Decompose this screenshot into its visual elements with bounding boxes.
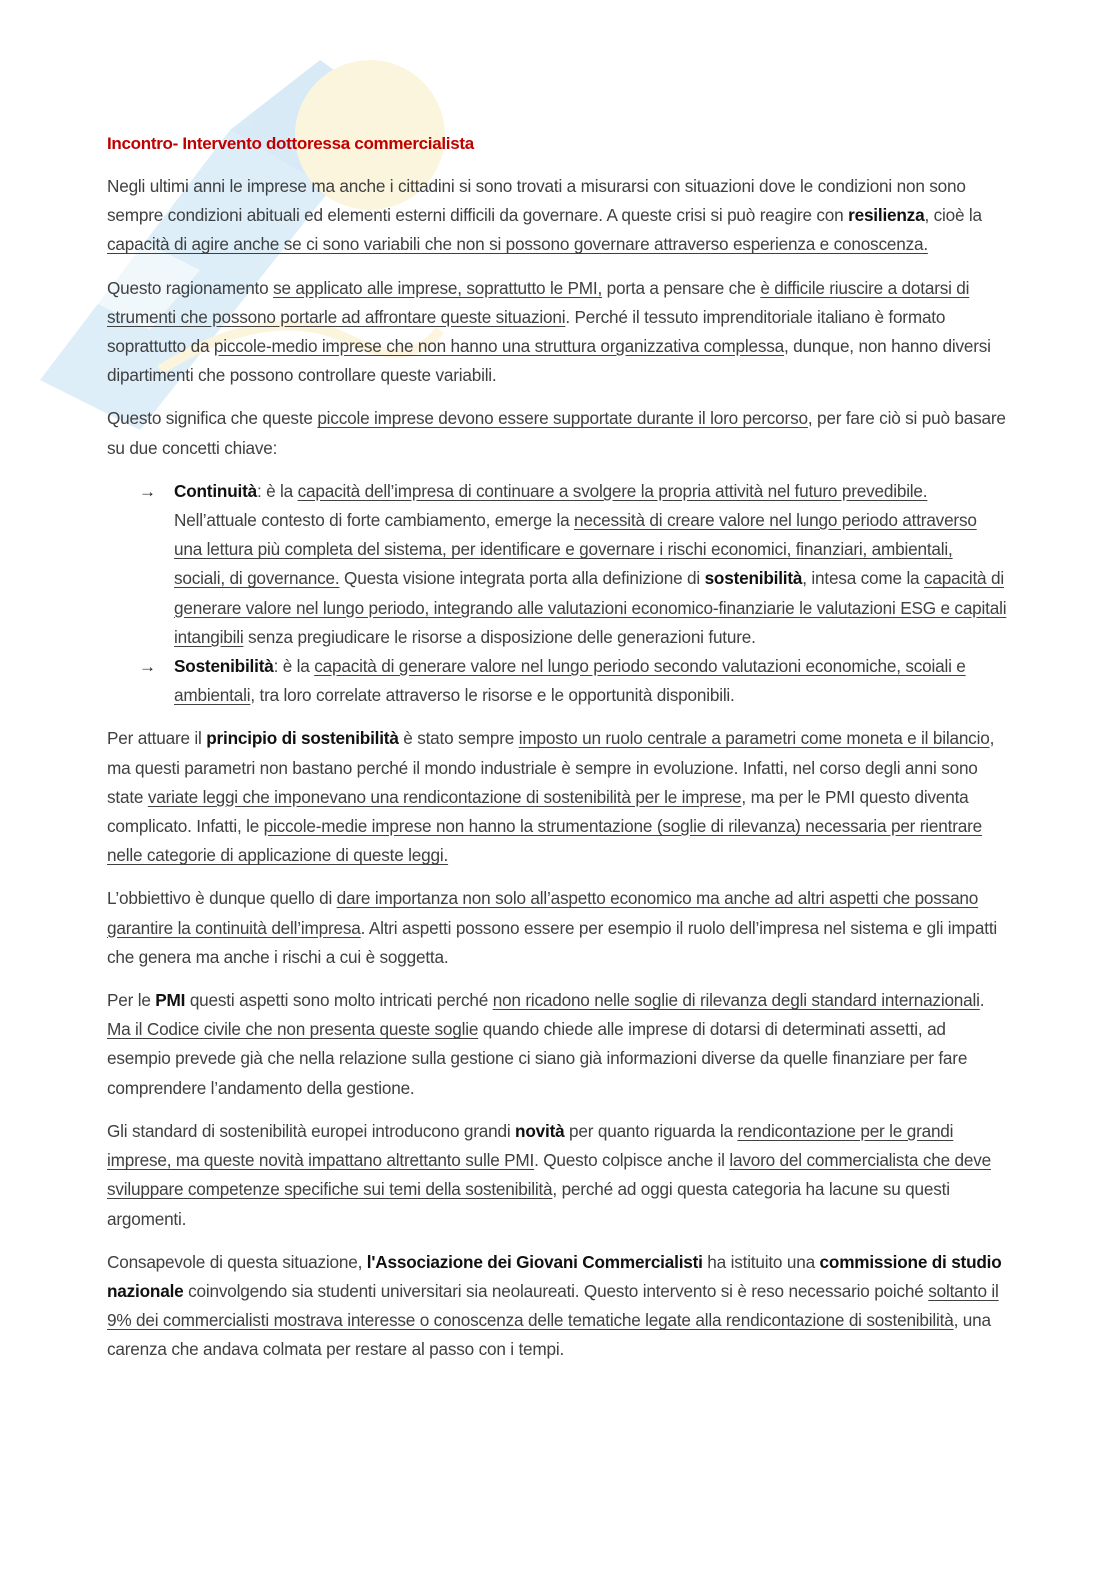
- document-page: [107, 130, 1007, 1379]
- paragraph-concetti-chiave: Questo significa che queste piccole imprese devono essere supportate durante il loro percorso, per fare ciò si può basare su due concetti chiave:: [107, 408, 1006, 458]
- list-item-sostenibilita: → Sostenibilità: è la capacità di generare valore nel lungo periodo secondo valutazioni economiche, scoiali e ambientali, tra loro correlate attraverso le risorse e le opportunità disponibili.: [107, 652, 1007, 710]
- document-title: Incontro- Intervento dottoressa commercialista: [107, 134, 474, 153]
- paragraph-pmi: Questo ragionamento se applicato alle imprese, soprattutto le PMI, porta a pensare che è difficile riuscire a dotarsi di strumenti che possono portarle ad affrontare queste situazioni. Perché il tessuto imprenditoriale italiano è formato soprattutto da piccole-medio imprese che non hanno una struttura organizzativa complessa, dunque, non hanno diversi dipartimenti che possono controllare queste variabili.: [107, 277, 991, 386]
- key-concepts-list: [107, 477, 1007, 711]
- paragraph-obbiettivo: L’obbiettivo è dunque quello di dare importanza non solo all’aspetto economico ma anche ad altri aspetti che possano garantire la continuità dell’impresa. Altri aspetti possono essere per esempio il ruolo dell’impresa nel sistema e gli impatti che genera ma anche i rischi a cui è soggetta.: [107, 888, 998, 967]
- paragraph-associazione: Consapevole di questa situazione, l'Associazione dei Giovani Commercialisti ha istituito una commissione di studio nazionale coinvolgendo sia studenti universitari sia neolaureati. Questo intervento si è reso necessario poiché soltanto il 9% dei commercialisti mostrava interesse o conoscenza delle tematiche legate alla rendicontazione di sostenibilità, una carenza che andava colmata per restare al passo con i tempi.: [107, 1251, 1002, 1360]
- arrow-right-icon: →: [139, 481, 156, 501]
- paragraph-codice-civile: Per le PMI questi aspetti sono molto intricati perché non ricadono nelle soglie di rilevanza degli standard internazionali. Ma il Codice civile che non presenta queste soglie quando chiede alle imprese di dotarsi di determinati assetti, ad esempio prevede già che nella relazione sulla gestione ci siano già informazioni diverse da quelle finanziare per fare comprendere l’andamento della gestione.: [107, 990, 985, 1098]
- paragraph-standard-europei: Gli standard di sostenibilità europei introducono grandi novità per quanto riguarda la rendicontazione per le grandi imprese, ma queste novità impattano altrettanto sulle PMI. Questo colpisce anche il lavoro del commercialista che deve sviluppare competenze specifiche sui temi della sostenibilità, perché ad oggi questa categoria ha lacune su questi argomenti.: [107, 1120, 991, 1229]
- paragraph-principio-sostenibilita: Per attuare il principio di sostenibilità è stato sempre imposto un ruolo centrale a parametri come moneta e il bilancio, ma questi parametri non bastano perché il mondo industriale è sempre in evoluzione. Infatti, nel corso degli anni sono state variate leggi che imponevano una rendicontazione di sostenibilità per le imprese, ma per le PMI questo diventa complicato. Infatti, le piccole-medie imprese non hanno la strumentazione (soglie di rilevanza) necessaria per rientrare nelle categorie di applicazione di queste leggi.: [107, 728, 995, 866]
- arrow-right-icon: →: [139, 657, 156, 677]
- list-item-continuita: → Continuità: è la capacità dell’impresa di continuare a svolgere la propria attività nel futuro prevedibile. Nell’attuale contesto di forte cambiamento, emerge la necessità di creare valore nel lungo periodo attraverso una lettura più completa del sistema, per identificare e governare i rischi economici, finanziari, ambientali, sociali, di governance. Questa visione integrata porta alla definizione di sostenibilità, intesa come la capacità di generare valore nel lungo periodo, integrando alle valutazioni economico-finanziarie le valutazioni ESG e capitali intangibili senza pregiudicare le risorse a disposizione delle generazioni future.: [107, 477, 1007, 652]
- paragraph-resilienza: Negli ultimi anni le imprese ma anche i cittadini si sono trovati a misurarsi con situazioni dove le condizioni non sono sempre condizioni abituali ed elementi esterni difficili da governare. A queste crisi si può reagire con resilienza, cioè la capacità di agire anche se ci sono variabili che non si possono governare attraverso esperienza e conoscenza.: [107, 176, 982, 255]
